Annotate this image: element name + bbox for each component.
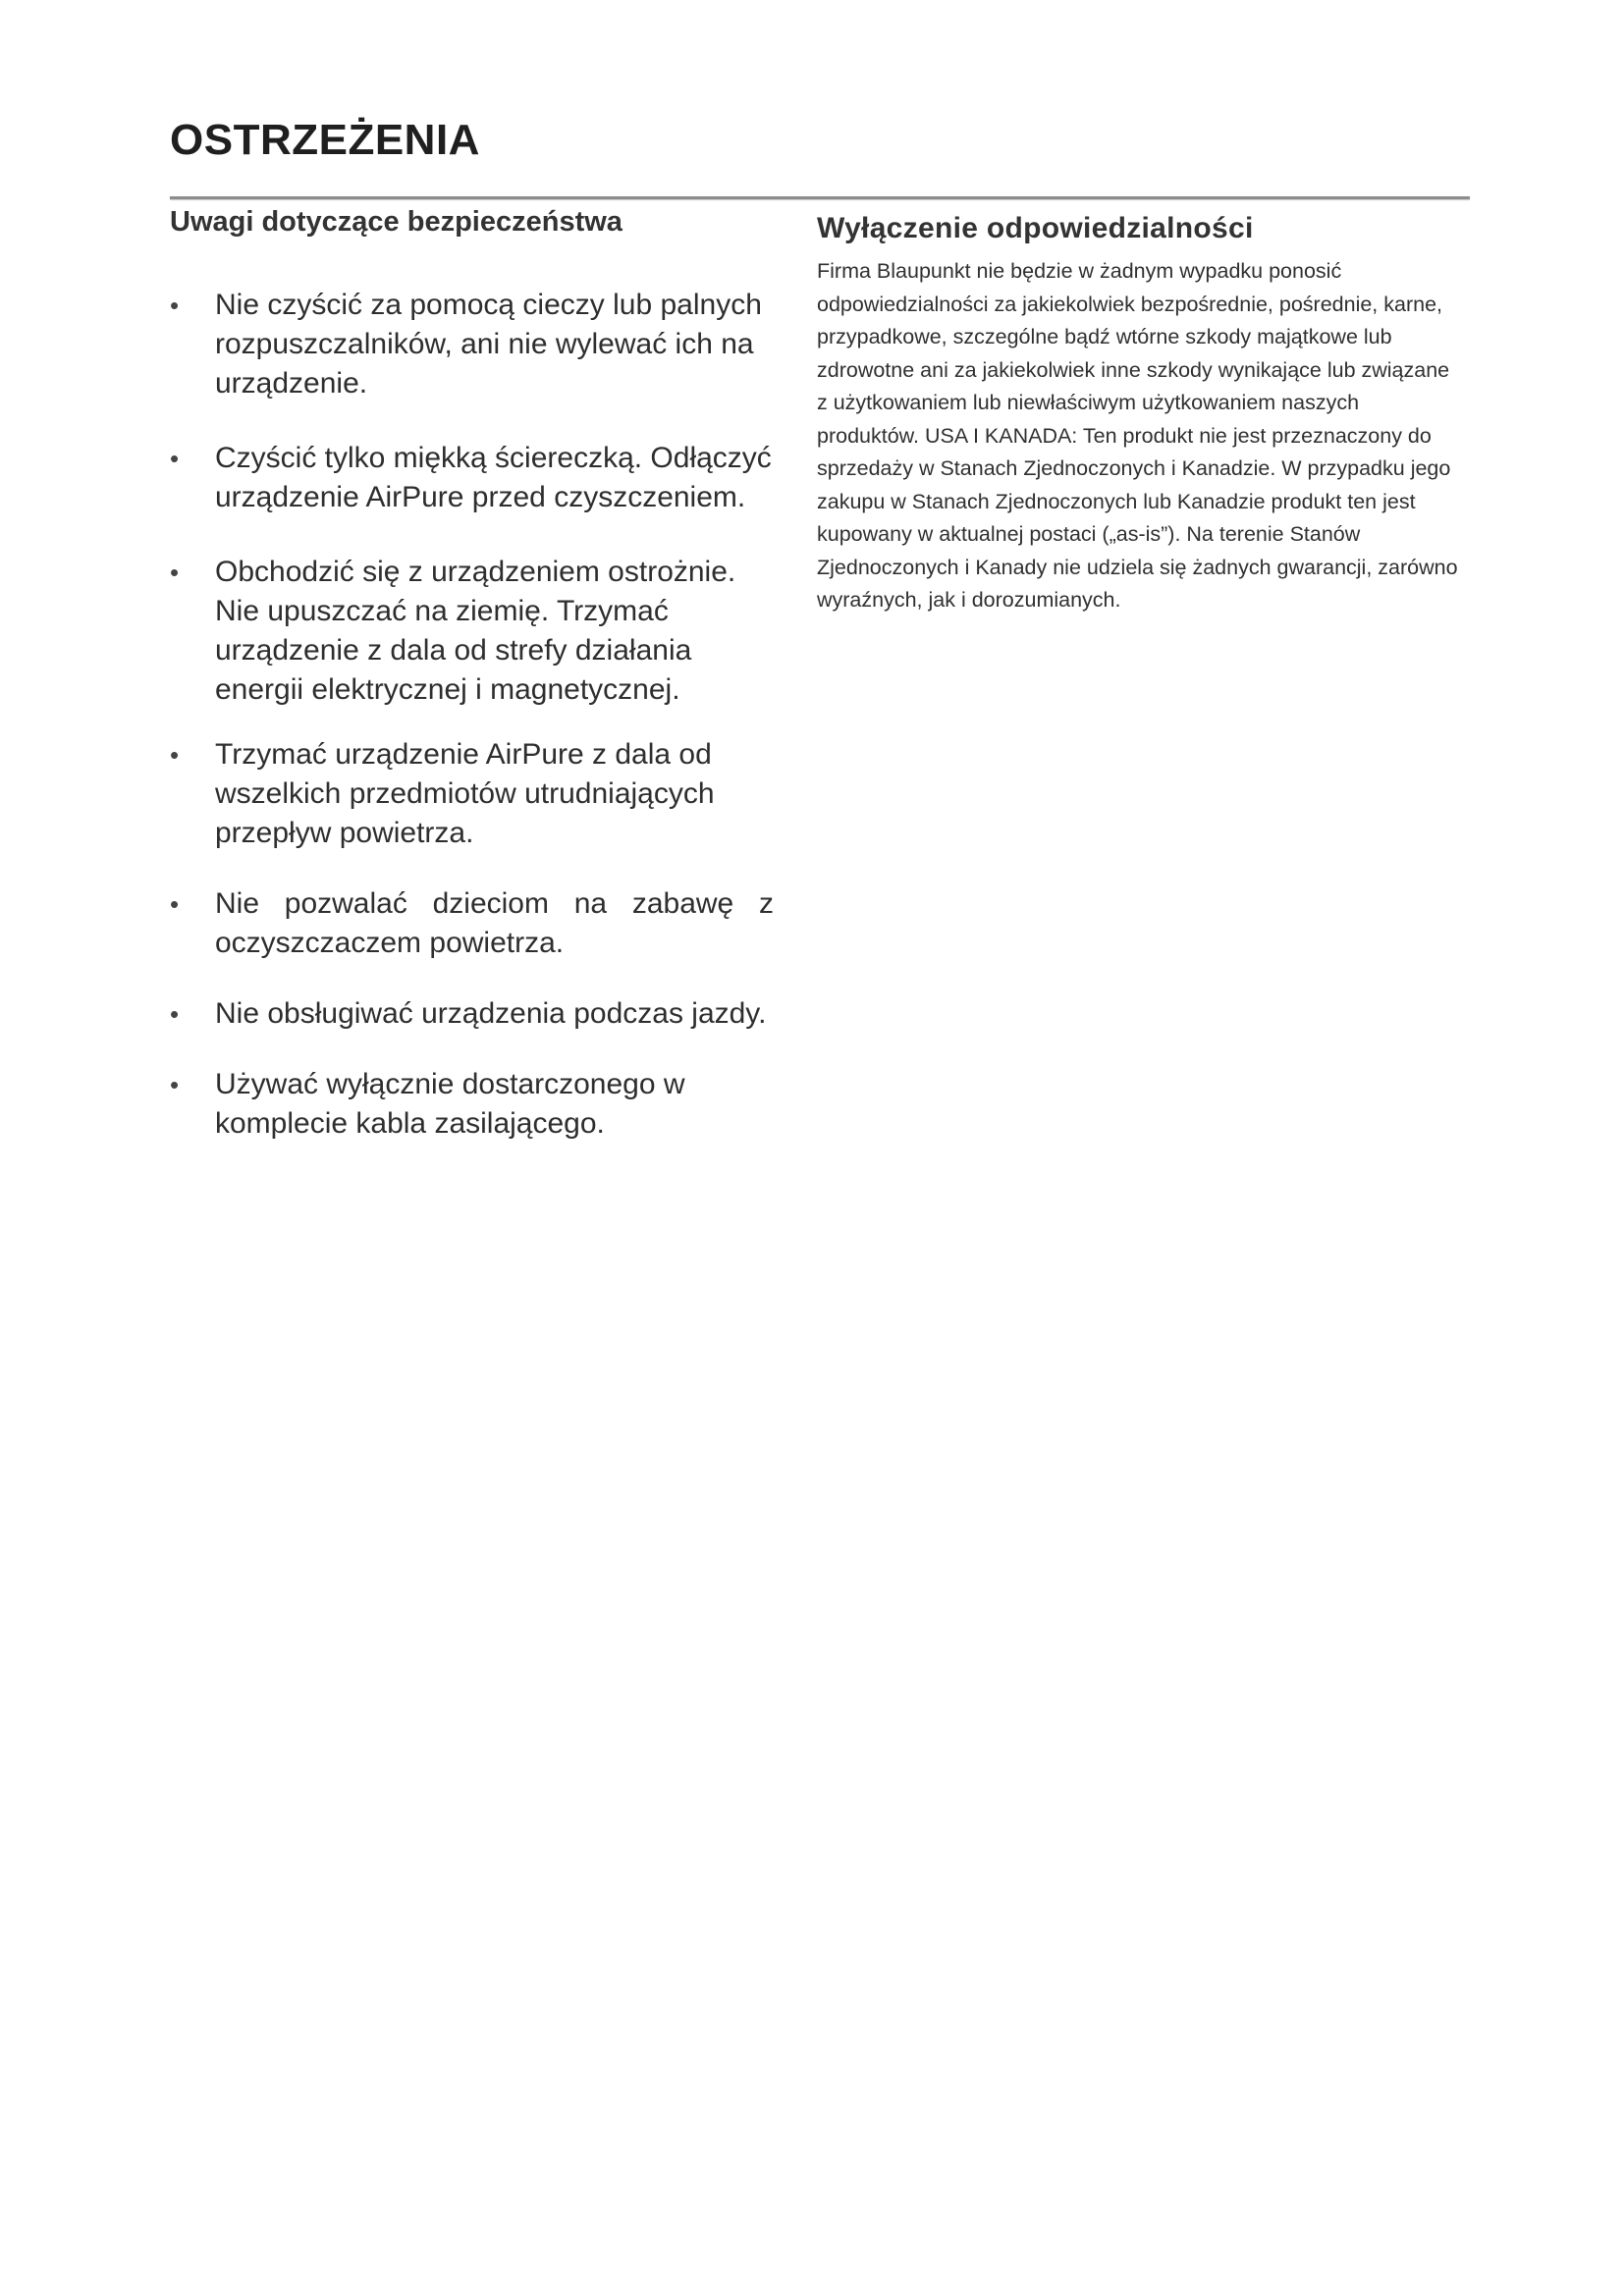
page-title: OSTRZEŻENIA xyxy=(170,116,480,164)
safety-section xyxy=(170,206,774,1144)
bullet-icon: • xyxy=(170,1070,180,1099)
safety-item-text: Obchodzić się z urządzeniem ostrożnie. Nie upuszczać na ziemię. Trzymać urządzenie z dala od strefy działania energii elektrycznej i magnetycznej. xyxy=(215,556,736,706)
safety-item xyxy=(170,553,774,710)
safety-item-text: Czyścić tylko miękką ściereczką. Odłączyć urządzenie AirPure przed czyszczeniem. xyxy=(215,442,772,513)
safety-item xyxy=(170,439,774,517)
safety-item-text: Nie obsługiwać urządzenia podczas jazdy. xyxy=(215,997,767,1030)
safety-item xyxy=(170,286,774,403)
bullet-icon: • xyxy=(170,740,180,770)
safety-item-text: Nie czyścić za pomocą cieczy lub palnych rozpuszczalników, ani nie wylewać ich na urządzenie. xyxy=(215,289,762,400)
disclaimer-text: Firma Blaupunkt nie będzie w żadnym wypadku ponosić odpowiedzialności za jakiekolwiek bezpośrednie, pośrednie, karne, przypadkowe, szczególne bądź wtórne szkody majątkowe lub zdrowotne ani za jakiekolwiek inne szkody wynikające lub związane z użytkowaniem lub niewłaściwym użytkowaniem naszych produktów. USA I KANADA: Ten produkt nie jest przeznaczony do sprzedaży w Stanach Zjednoczonych i Kanadzie. W przypadku jego zakupu w Stanach Zjednoczonych lub Kanadzie produkt ten jest kupowany w aktualnej postaci („as-is”). Na terenie Stanów Zjednoczonych i Kanady nie udziela się żadnych gwarancji, zarówno wyraźnych, jak i dorozumianych. xyxy=(817,259,1458,612)
safety-item-text: Trzymać urządzenie AirPure z dala od wszelkich przedmiotów utrudniających przepływ powietrza. xyxy=(215,738,715,849)
bullet-icon: • xyxy=(170,444,180,473)
bullet-icon: • xyxy=(170,558,180,587)
bullet-icon: • xyxy=(170,291,180,320)
safety-heading: Uwagi dotyczące bezpieczeństwa xyxy=(170,206,623,238)
safety-item-text: Używać wyłącznie dostarczonego w komplecie kabla zasilającego. xyxy=(215,1068,685,1140)
bullet-icon: • xyxy=(170,999,180,1029)
safety-item xyxy=(170,1065,774,1144)
safety-item xyxy=(170,994,774,1034)
safety-item xyxy=(170,735,774,853)
disclaimer-heading: Wyłączenie odpowiedzialności xyxy=(817,212,1254,244)
safety-item xyxy=(170,884,774,963)
safety-item-text: Nie pozwalać dzieciom na zabawę z oczyszczaczem powietrza. xyxy=(215,887,774,959)
title-divider xyxy=(170,196,1470,199)
bullet-icon: • xyxy=(170,889,180,919)
safety-list xyxy=(170,286,774,1144)
disclaimer-section xyxy=(817,212,1465,617)
